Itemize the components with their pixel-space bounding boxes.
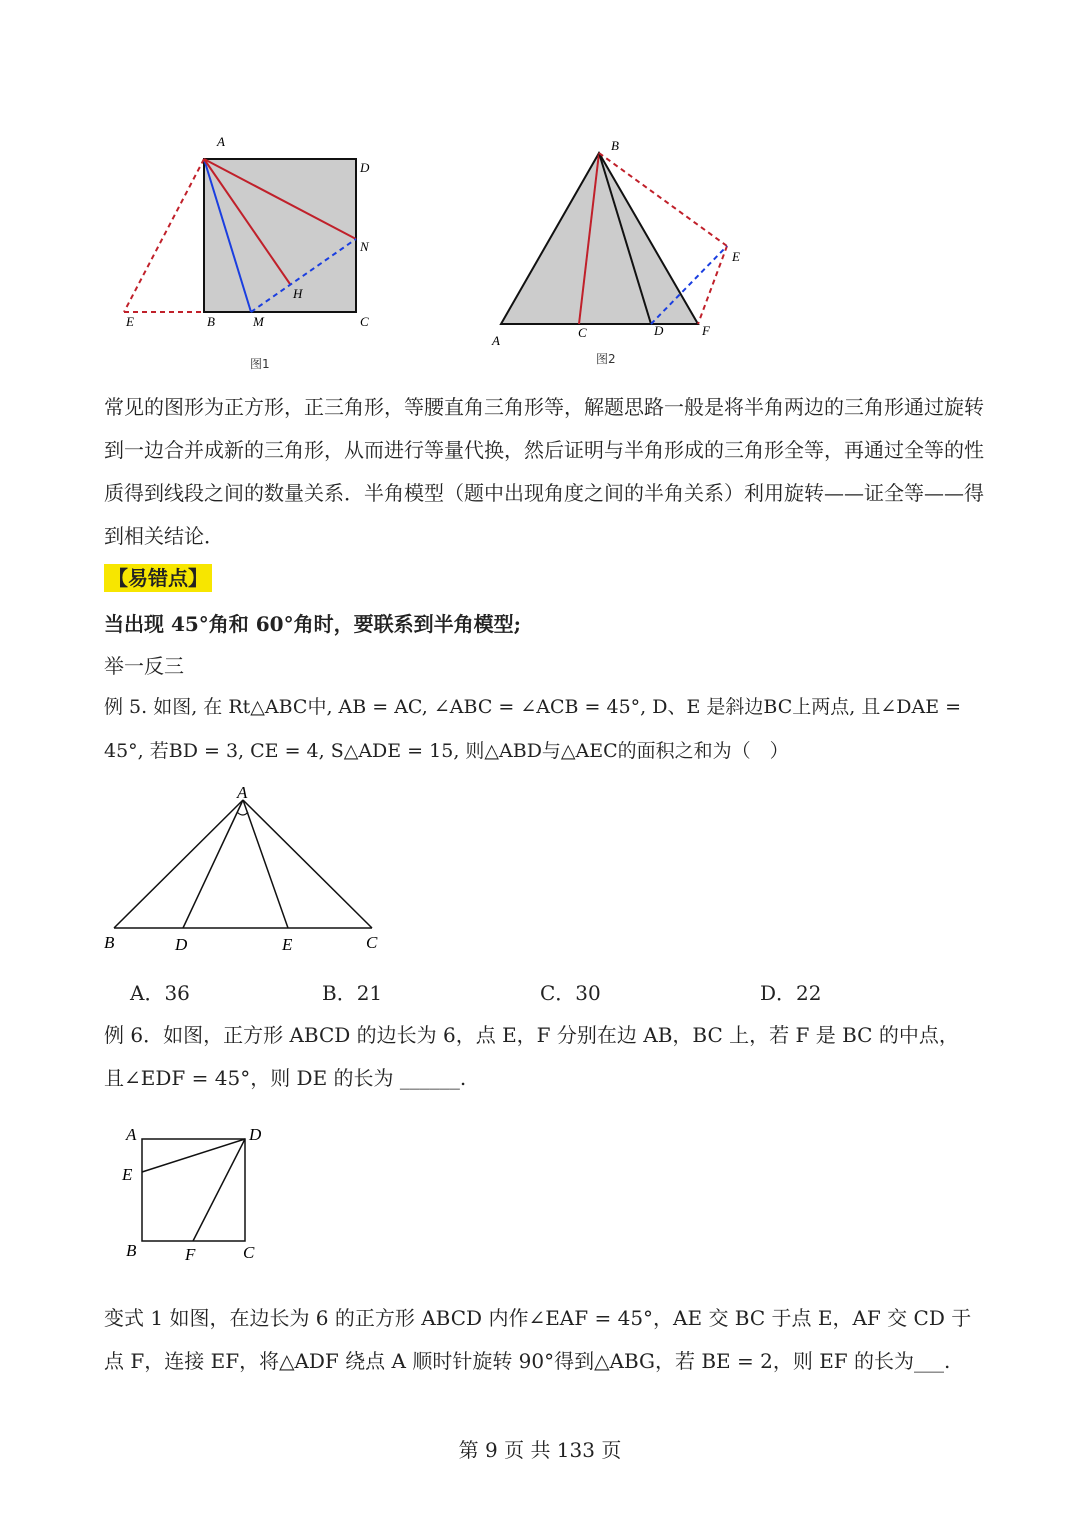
- example-5-line-1: 例 5. 如图, 在 Rt△ABC中, AB = AC, ∠ABC = ∠ACB = 45°, D、E 是斜边BC上两点, 且∠DAE =: [104, 696, 962, 718]
- figure-2-caption: 图2: [596, 352, 616, 366]
- ex5-line-AB: [114, 800, 243, 928]
- ex5-label-C: C: [366, 933, 378, 952]
- ex5-label-D: D: [175, 935, 188, 954]
- fig1-label-A: A: [217, 134, 225, 149]
- ex6-line-DE: [142, 1139, 245, 1172]
- ex5-line-AC: [243, 800, 372, 928]
- example-6-line-1: 例 6．如图，正方形 ABCD 的边长为 6，点 E，F 分别在边 AB，BC 上，若 F 是 BC 的中点，: [104, 1023, 959, 1047]
- fig2-dashed-EF: [698, 246, 727, 324]
- example-6-diagram: [115, 1118, 275, 1268]
- ex5-angle-mark: [237, 812, 248, 815]
- ex6-label-E: E: [122, 1165, 133, 1184]
- fig1-label-E: E: [126, 314, 134, 329]
- example-5-diagram: [100, 780, 390, 955]
- variation-1-line-1: 变式 1 如图，在边长为 6 的正方形 ABCD 内作∠EAF = 45°，AE 交 BC 于点 E，AF 交 CD 于: [104, 1306, 972, 1330]
- ex6-square: [142, 1139, 245, 1241]
- ex5-line-AD: [183, 800, 243, 928]
- example-5-option-b: B．21: [322, 981, 383, 1005]
- error-prone-tag: [104, 562, 212, 591]
- variation-1-line-2: 点 F，连接 EF，将△ADF 绕点 A 顺时针旋转 90°得到△ABG，若 BE = 2，则 EF 的长为___.: [104, 1349, 951, 1373]
- fig2-label-D: D: [654, 323, 664, 338]
- fig2-label-C: C: [578, 325, 587, 340]
- ex5-label-E: E: [282, 935, 293, 954]
- example-5-option-a: A．36: [130, 981, 190, 1005]
- ex6-label-B: B: [126, 1241, 137, 1260]
- figure-1-caption: 图1: [250, 357, 270, 371]
- ex6-label-D: D: [249, 1125, 262, 1144]
- example-5-line-2: 45°, 若BD = 3, CE = 4, S△ADE = 15, 则△ABD与△AEC的面积之和为（ ）: [104, 740, 789, 762]
- explanation-paragraph: 常见的图形为正方形，正三角形，等腰直角三角形等，解题思路一般是将半角两边的三角形通过旋转到一边合并成新的三角形，从而进行等量代换，然后证明与半角形成的三角形全等，再通过全等的性质得到线段之间的数量关系．半角模型（题中出现角度之间的半角关系）利用旋转——证全等——得到相关结论．: [104, 395, 984, 548]
- example-5-option-d: D．22: [760, 981, 822, 1005]
- ex5-label-A: A: [237, 783, 248, 802]
- figure-2-diagram: [485, 130, 755, 355]
- fig2-label-A: A: [492, 333, 500, 348]
- fig1-label-H: H: [293, 286, 303, 301]
- ex6-line-DF: [193, 1139, 245, 1241]
- ex6-label-F: F: [185, 1245, 196, 1264]
- ex6-label-A: A: [126, 1125, 137, 1144]
- fig1-label-C: C: [360, 314, 369, 329]
- fig1-label-N: N: [360, 239, 369, 254]
- fig1-label-M: M: [253, 314, 264, 329]
- example-5-option-c: C．30: [540, 981, 601, 1005]
- fig2-triangle: [501, 153, 698, 324]
- ex5-label-B: B: [104, 933, 115, 952]
- example-6-line-2: 且∠EDF = 45°，则 DE 的长为 ______.: [104, 1066, 467, 1090]
- tip-text: 当出现 45°角和 60°角时，要联系到半角模型;: [104, 612, 521, 636]
- section-title: 举一反三: [104, 654, 184, 678]
- fig1-dashed-AE: [124, 159, 204, 312]
- figure-1-diagram: [110, 128, 400, 378]
- ex6-label-C: C: [243, 1243, 255, 1262]
- fig2-label-F: F: [702, 323, 710, 338]
- fig2-label-E: E: [732, 249, 740, 264]
- highlight-badge: 【易错点】: [104, 564, 212, 592]
- fig1-label-D: D: [360, 160, 370, 175]
- fig1-label-B: B: [207, 314, 215, 329]
- page-footer: 第 9 页 共 133 页: [458, 1438, 622, 1462]
- fig2-label-B: B: [611, 138, 619, 153]
- ex5-line-AE: [243, 800, 288, 928]
